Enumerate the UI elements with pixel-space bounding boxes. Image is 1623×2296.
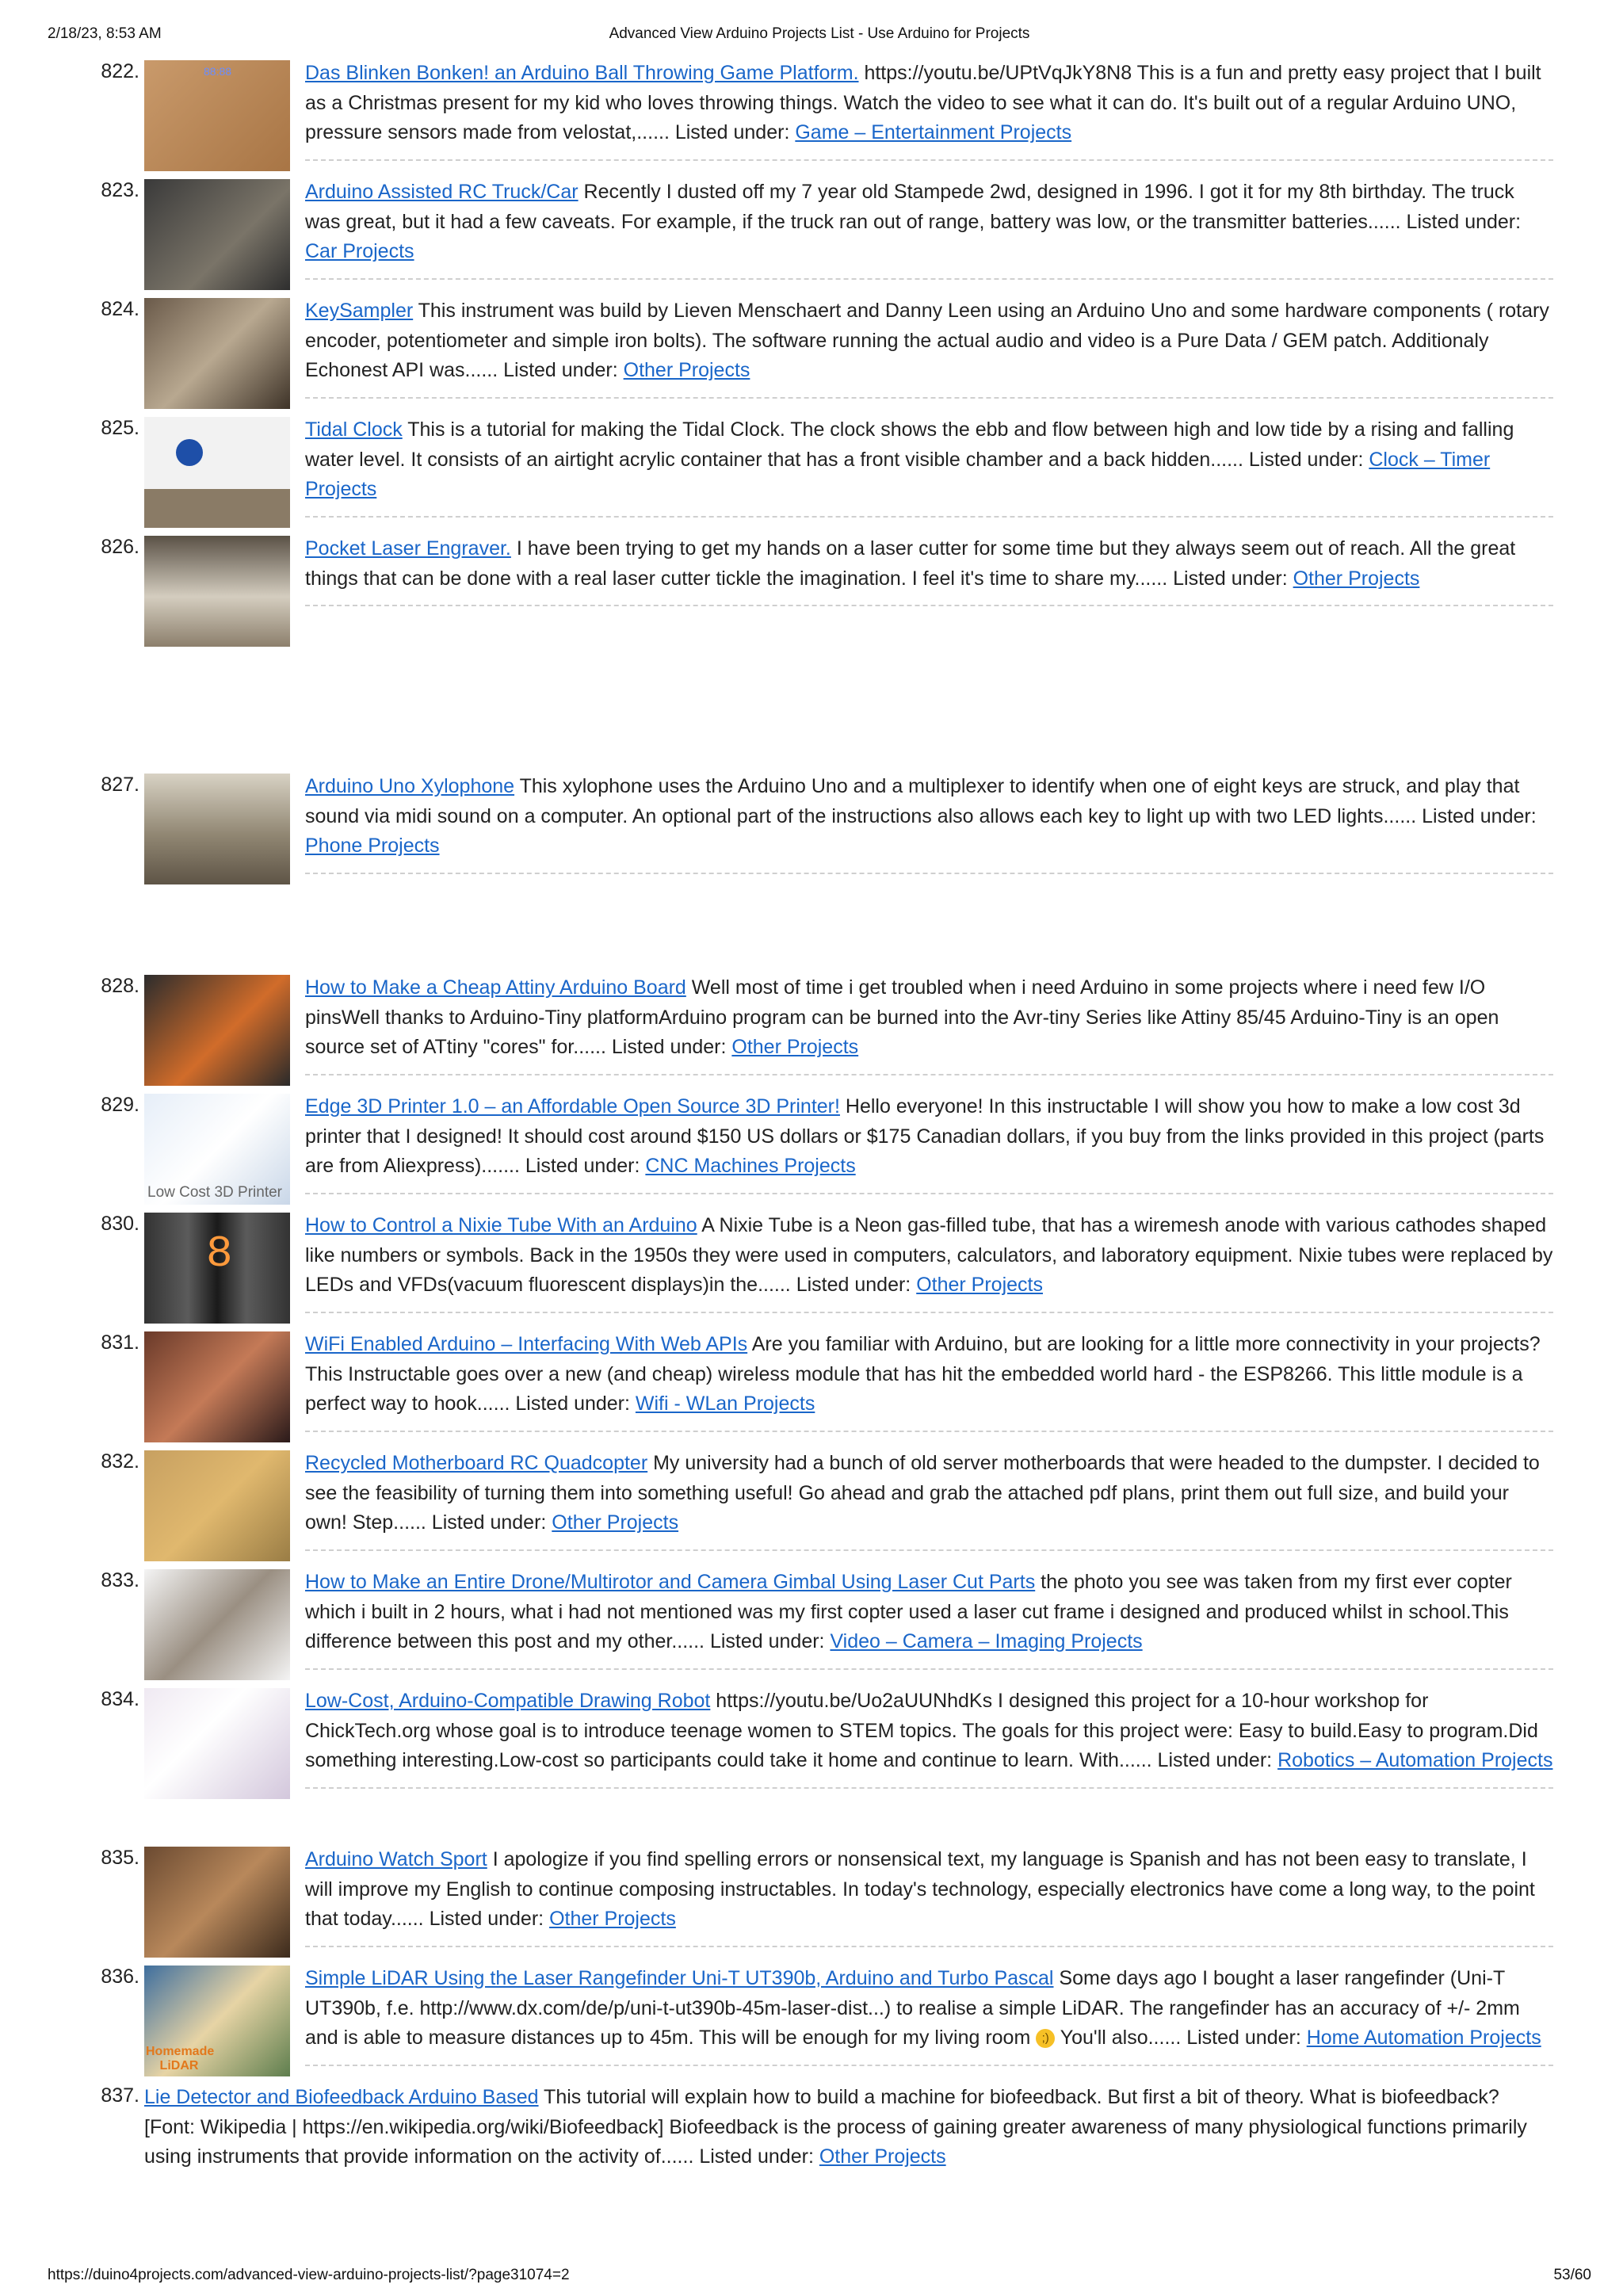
page-number: 53/60 (1553, 2267, 1591, 2283)
item-number: 826. (101, 536, 139, 558)
project-description: Well most of time i get troubled when i need Arduino in some projects where i need few I/O pinsWell thanks to Arduino-Tiny platformArduino program can be burned into the Avr-tiny Series like Attiny 85/45 Arduino-Tiny is an open source set of ATtiny "cores" for...... Listed under: (305, 976, 1499, 1058)
item-number: 834. (101, 1688, 139, 1710)
item-number: 835. (101, 1847, 139, 1869)
list-item (87, 533, 1553, 762)
project-thumbnail[interactable] (144, 1331, 290, 1442)
thumbnail-caption: Homemade LiDAR (146, 2045, 215, 2073)
project-thumbnail[interactable] (144, 298, 290, 409)
project-thumbnail[interactable] (144, 1213, 290, 1324)
item-body (305, 1328, 1553, 1432)
item-body (305, 414, 1553, 518)
item-body (305, 1209, 1553, 1313)
item-body (144, 2081, 1553, 2183)
category-link[interactable]: Other Projects (731, 1036, 859, 1058)
item-body (305, 1091, 1553, 1194)
project-thumbnail[interactable] (144, 417, 290, 528)
project-description-continued: You'll also...... Listed under: (1055, 2027, 1307, 2049)
item-number: 831. (101, 1331, 139, 1354)
project-title-link[interactable]: Das Blinken Bonken! an Arduino Ball Throwing Game Platform. (305, 62, 859, 84)
category-link[interactable]: Wifi - WLan Projects (635, 1392, 815, 1415)
project-title-link[interactable]: Edge 3D Printer 1.0 – an Affordable Open Source 3D Printer! (305, 1095, 840, 1117)
project-thumbnail[interactable] (144, 1847, 290, 1958)
category-link[interactable]: Video – Camera – Imaging Projects (830, 1630, 1143, 1652)
list-item (87, 1209, 1553, 1320)
project-title-link[interactable]: Tidal Clock (305, 418, 403, 441)
clock-shape-icon (176, 439, 203, 466)
item-body (305, 1685, 1553, 1789)
item-body (305, 1843, 1553, 1947)
project-description: I have been trying to get my hands on a laser cutter for some time but they always seem out of reach. All the great things that can be done with a real laser cutter tickle the imagination. I feel it's time to share my...... Listed under: (305, 537, 1516, 590)
project-title-link[interactable]: Recycled Motherboard RC Quadcopter (305, 1452, 648, 1474)
project-title-link[interactable]: Arduino Watch Sport (305, 1848, 487, 1870)
project-thumbnail[interactable] (144, 1966, 290, 2076)
list-item (87, 1091, 1553, 1201)
project-title-link[interactable]: Simple LiDAR Using the Laser Rangefinder Uni-T UT390b, Arduino and Turbo Pascal (305, 1967, 1054, 1989)
project-description: Are you familiar with Arduino, but are looking for a little more connectivity in your projects? This Instructable goes over a new (and cheap) wireless module that has hit the embedded world hard - the ESP8266. This little module is a perfect way to hook...... Listed under: (305, 1333, 1541, 1415)
project-description: the photo you see was taken from my first ever copter which i built in 2 hours, what i had not mentioned was my first copter used a laser cut frame i designed and produced whilst in school.This difference between this post and my other...... Listed under: (305, 1571, 1512, 1652)
list-item (87, 1843, 1553, 1954)
item-number: 830. (101, 1213, 139, 1235)
category-link[interactable]: Other Projects (916, 1274, 1043, 1296)
print-page-title: Advanced View Arduino Projects List - Use Arduino for Projects (609, 25, 1030, 42)
project-title-link[interactable]: WiFi Enabled Arduino – Interfacing With Web APIs (305, 1333, 748, 1355)
thumbnail-caption: 8 (206, 1228, 233, 1279)
project-description: My university had a bunch of old server motherboards that were headed to the dumpster. I decided to see the feasibility of turning them into something useful! Go ahead and grab the attached pdf plans, print them out full size, and build your own! Step...... Listed under: (305, 1452, 1540, 1534)
project-thumbnail[interactable] (144, 975, 290, 1086)
project-thumbnail[interactable] (144, 1569, 290, 1680)
project-title-link[interactable]: Arduino Assisted RC Truck/Car (305, 181, 579, 203)
item-number: 823. (101, 179, 139, 201)
project-title-link[interactable]: Arduino Uno Xylophone (305, 775, 515, 797)
list-item (87, 295, 1553, 406)
project-description: This instrument was build by Lieven Menschaert and Danny Leen using an Arduino Uno and some hardware components ( rotary encoder, potentiometer and simple iron bolts). The software running the actual audio and video is a Pure Data / GEM patch. Additionaly Echonest API was...... Listed under: (305, 300, 1549, 381)
item-number: 827. (101, 774, 139, 796)
winking-face-icon: ;) (1036, 2029, 1055, 2048)
project-description: Some days ago I bought a laser rangefinder (Uni-T UT390b, f.e. http://www.dx.com/de/p/uni-t-ut390b-45m-laser-dist...) to realise a simple LiDAR. The rangefinder has an accuracy of +/- 2mm and is able to measure distances up to 45m. This will be enough for my living room (305, 1967, 1520, 2049)
item-number: 825. (101, 417, 139, 439)
category-link[interactable]: Car Projects (305, 240, 414, 262)
category-link[interactable]: Game – Entertainment Projects (795, 121, 1072, 143)
item-body (305, 972, 1553, 1075)
category-link[interactable]: Other Projects (623, 359, 750, 381)
list-item (87, 1685, 1553, 1836)
print-datetime: 2/18/23, 8:53 AM (48, 25, 162, 42)
projects-list (87, 57, 1553, 2191)
item-body (305, 1962, 1553, 2066)
category-link[interactable]: Other Projects (819, 2145, 946, 2168)
item-body (305, 1447, 1553, 1551)
category-link[interactable]: Home Automation Projects (1306, 2027, 1541, 2049)
project-thumbnail[interactable] (144, 179, 290, 290)
thumbnail-caption: 88:88 (204, 65, 232, 78)
project-thumbnail[interactable] (144, 774, 290, 884)
project-description: This is a tutorial for making the Tidal Clock. The clock shows the ebb and flow between high and low tide by a rising and falling water level. It consists of an airtight acrylic container that has a front visible chamber and a back hidden...... Listed under: (305, 418, 1514, 471)
project-title-link[interactable]: Pocket Laser Engraver. (305, 537, 511, 560)
project-thumbnail[interactable] (144, 536, 290, 647)
item-body (305, 1566, 1553, 1670)
list-item (87, 2081, 1553, 2183)
item-number: 837. (101, 2084, 139, 2107)
item-number: 822. (101, 60, 139, 82)
category-link[interactable]: Phone Projects (305, 835, 440, 857)
thumbnail-caption: Low Cost 3D Printer (147, 1184, 283, 1201)
list-item (87, 176, 1553, 287)
item-number: 828. (101, 975, 139, 997)
item-number: 836. (101, 1966, 139, 1988)
project-description: This xylophone uses the Arduino Uno and a multiplexer to identify when one of eight keys are struck, and play that sound via midi sound on a computer. An optional part of the instructions also allows each key to light up with two LED lights...... Listed under: (305, 775, 1537, 827)
print-footer (48, 2267, 1591, 2290)
list-item (87, 770, 1553, 964)
category-link[interactable]: CNC Machines Projects (645, 1155, 856, 1177)
list-item (87, 414, 1553, 525)
item-body (305, 57, 1553, 161)
project-description: This tutorial will explain how to build a machine for biofeedback. But first a bit of theory. What is biofeedback? [Font: Wikipedia | https://en.wikipedia.org/wiki/Biofeedback] Biofeedback is the process of gaining greater awareness of many physiological functions primarily using instruments that provide information on the activity of...... Listed under: (144, 2086, 1527, 2168)
list-item (87, 1962, 1553, 2073)
project-description: https://youtu.be/Uo2aUUNhdKs I designed this project for a 10-hour workshop for ChickTech.org whose goal is to introduce teenage women to STEM topics. The goals for this project were: Easy to build.Easy to program.Did something interesting.Low-cost so participants could take it home and continue to learn. With...... Listed under: (305, 1690, 1538, 1771)
item-body (305, 176, 1553, 280)
project-title-link[interactable]: KeySampler (305, 300, 414, 322)
item-number: 824. (101, 298, 139, 320)
project-title-link[interactable]: How to Make an Entire Drone/Multirotor and Camera Gimbal Using Laser Cut Parts (305, 1571, 1036, 1593)
category-link[interactable]: Other Projects (552, 1511, 679, 1534)
list-item (87, 1447, 1553, 1558)
category-link[interactable]: Other Projects (1293, 567, 1420, 590)
category-link[interactable]: Clock – Timer Projects (305, 448, 1491, 500)
item-number: 829. (101, 1094, 139, 1116)
project-thumbnail[interactable] (144, 1688, 290, 1799)
project-title-link[interactable]: How to Make a Cheap Attiny Arduino Board (305, 976, 686, 999)
project-thumbnail[interactable] (144, 1450, 290, 1561)
item-body (305, 770, 1553, 874)
item-number: 832. (101, 1450, 139, 1473)
project-description: A Nixie Tube is a Neon gas-filled tube, that has a wiremesh anode with various cathodes shaped like numbers or symbols. Back in the 1950s they were used in computers, calculators, and laboratory equipment. Nixie tubes were replaced by LEDs and VFDs(vacuum fluorescent displays)in the...... Listed under: (305, 1214, 1553, 1296)
project-thumbnail[interactable] (144, 60, 290, 171)
project-description: https://youtu.be/UPtVqJkY8N8 This is a fun and pretty easy project that I built as a Christmas present for my kid who loves throwing things. Watch the video to see what it can do. It's built out of a regular Arduino UNO, pressure sensors made from velostat,...... Listed under: (305, 62, 1541, 143)
project-thumbnail[interactable] (144, 1094, 290, 1205)
project-description: Recently I dusted off my 7 year old Stampede 2wd, designed in 1996. I got it for my 8th birthday. The truck was great, but it had a few caveats. For example, if the truck ran out of range, battery was low, or the transmitter batteries...... Listed under: (305, 181, 1522, 233)
project-title-link[interactable]: Lie Detector and Biofeedback Arduino Based (144, 2086, 539, 2108)
list-item (87, 1566, 1553, 1677)
item-body (305, 295, 1553, 399)
item-number: 833. (101, 1569, 139, 1591)
project-title-link[interactable]: How to Control a Nixie Tube With an Arduino (305, 1214, 697, 1236)
category-link[interactable]: Other Projects (549, 1908, 676, 1930)
project-title-link[interactable]: Low-Cost, Arduino-Compatible Drawing Robot (305, 1690, 711, 1712)
list-item (87, 57, 1553, 168)
project-description: I apologize if you find spelling errors or nonsensical text, my language is Spanish and has not been easy to translate, I will improve my English to continue composing instructables. In today's technology, especially electronics have come a long way, to the point that today...... Listed under: (305, 1848, 1535, 1930)
page-url: https://duino4projects.com/advanced-view-arduino-projects-list/?page31074=2 (48, 2267, 570, 2283)
list-item (87, 1328, 1553, 1439)
list-item (87, 972, 1553, 1083)
project-description: Hello everyone! In this instructable I will show you how to make a low cost 3d printer that I designed! It should cost around $150 US dollars or $175 Canadian dollars, if you buy from the links provided in this project (parts are from Aliexpress)....... Listed under: (305, 1095, 1545, 1177)
category-link[interactable]: Robotics – Automation Projects (1277, 1749, 1553, 1771)
print-header (48, 25, 1591, 49)
item-body (305, 533, 1553, 606)
